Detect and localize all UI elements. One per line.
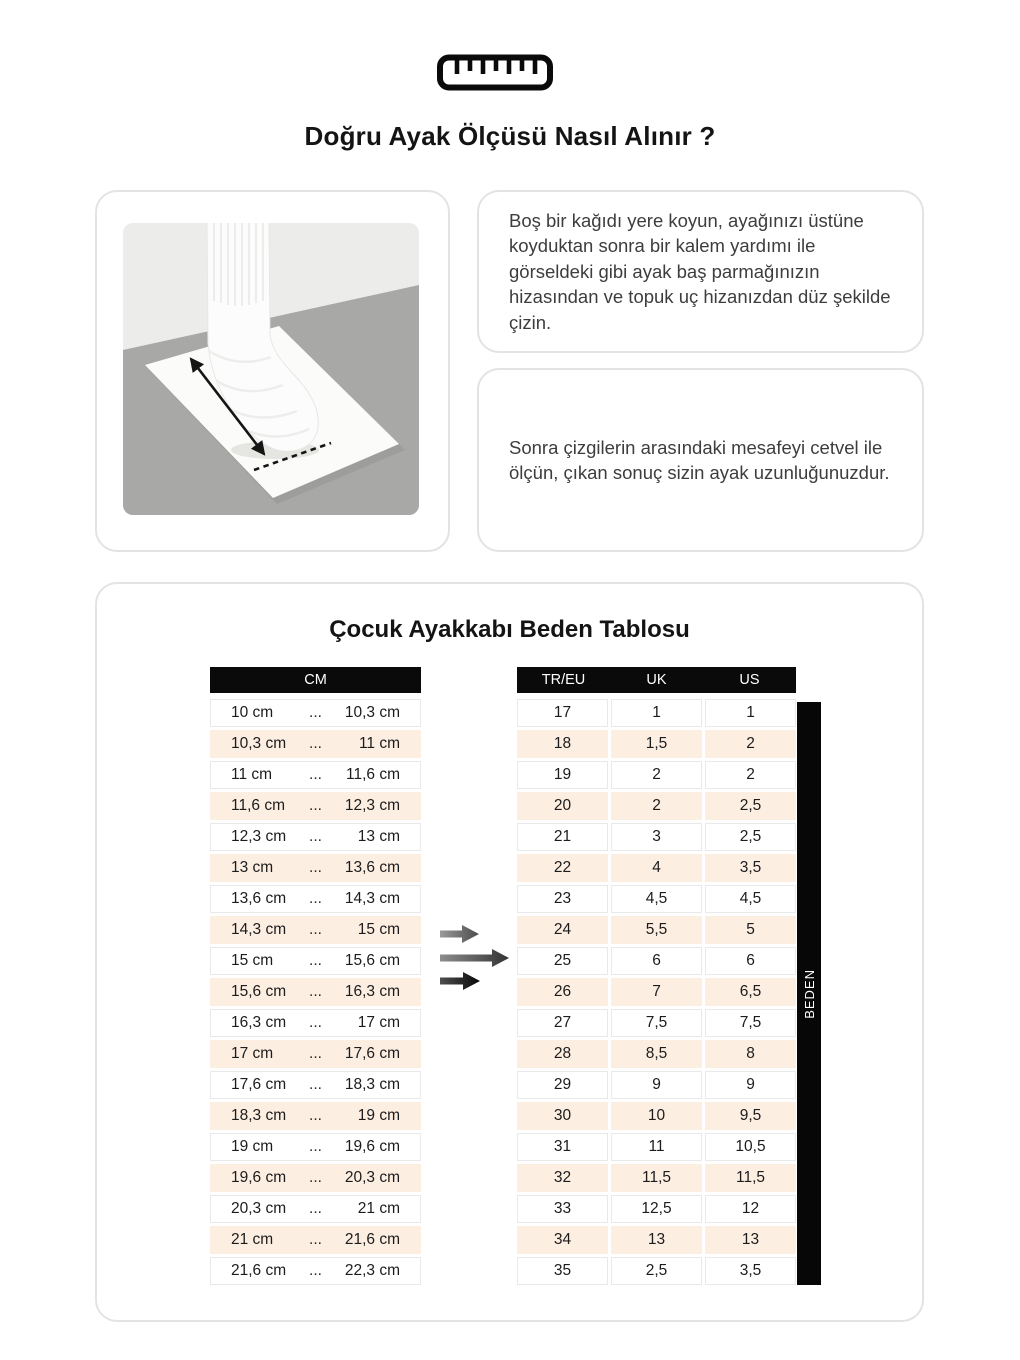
size-table-title: Çocuk Ayakkabı Beden Tablosu bbox=[329, 616, 690, 643]
size-table-row bbox=[517, 1195, 796, 1223]
uk-value: 7,5 bbox=[611, 1009, 702, 1037]
cm-table-row bbox=[210, 1226, 421, 1254]
foot-measure-photo bbox=[123, 223, 419, 515]
us-value: 2,5 bbox=[705, 823, 796, 851]
range-dots: ... bbox=[309, 1231, 322, 1248]
range-dots: ... bbox=[309, 890, 322, 907]
uk-value: 13 bbox=[611, 1226, 702, 1254]
uk-value: 11 bbox=[611, 1133, 702, 1161]
cm-from-value: 20,3 cm bbox=[231, 1200, 287, 1217]
cm-from-value: 21 cm bbox=[231, 1231, 274, 1248]
treu-value: 27 bbox=[517, 1009, 608, 1037]
treu-value: 31 bbox=[517, 1133, 608, 1161]
cm-from-value: 12,3 cm bbox=[231, 828, 287, 845]
treu-value: 34 bbox=[517, 1226, 608, 1254]
uk-value: 11,5 bbox=[611, 1164, 702, 1192]
range-dots: ... bbox=[309, 1169, 322, 1186]
col-header-treu: TR/EU bbox=[541, 672, 586, 688]
beden-label: BEDEN bbox=[801, 968, 817, 1019]
range-dots: ... bbox=[309, 704, 322, 721]
cm-to-value: 16,3 cm bbox=[344, 983, 400, 1000]
cm-table-row bbox=[210, 1071, 421, 1099]
cm-to-value: 12,3 cm bbox=[344, 797, 400, 814]
cm-table-row bbox=[210, 947, 421, 975]
cm-from-value: 15 cm bbox=[231, 952, 274, 969]
us-value: 6,5 bbox=[705, 978, 796, 1006]
cm-table-header: CM bbox=[210, 667, 421, 693]
cm-table-row bbox=[210, 854, 421, 882]
uk-value: 8,5 bbox=[611, 1040, 702, 1068]
us-value: 6 bbox=[705, 947, 796, 975]
cm-from-value: 17 cm bbox=[231, 1045, 274, 1062]
us-value: 9,5 bbox=[705, 1102, 796, 1130]
cm-table-row bbox=[210, 978, 421, 1006]
range-dots: ... bbox=[309, 1200, 322, 1217]
uk-value: 9 bbox=[611, 1071, 702, 1099]
treu-value: 25 bbox=[517, 947, 608, 975]
uk-value: 1 bbox=[611, 699, 702, 727]
treu-value: 20 bbox=[517, 792, 608, 820]
cm-to-value: 15 cm bbox=[357, 921, 400, 938]
uk-value: 1,5 bbox=[611, 730, 702, 758]
range-dots: ... bbox=[309, 797, 322, 814]
cm-table-row bbox=[210, 1102, 421, 1130]
instruction-step-1: Boş bir kağıdı yere koyun, ayağınızı üstüne koyduktan sonra bir kalem yardımı ile görseldeki gibi ayak baş parmağınızın hizasından ve topuk uç hizanızdan düz şekilde çizin. bbox=[509, 209, 891, 333]
us-value: 4,5 bbox=[705, 885, 796, 913]
range-dots: ... bbox=[309, 828, 322, 845]
cm-range-table bbox=[210, 667, 421, 1288]
cm-from-value: 13 cm bbox=[231, 859, 274, 876]
us-value: 3,5 bbox=[705, 854, 796, 882]
cm-table-row bbox=[210, 916, 421, 944]
size-table-row bbox=[517, 916, 796, 944]
range-dots: ... bbox=[309, 735, 322, 752]
cm-from-value: 21,6 cm bbox=[231, 1262, 287, 1279]
uk-value: 2 bbox=[611, 792, 702, 820]
cm-table-row bbox=[210, 730, 421, 758]
us-value: 10,5 bbox=[705, 1133, 796, 1161]
size-table-row bbox=[517, 1071, 796, 1099]
cm-to-value: 11 cm bbox=[358, 735, 400, 752]
size-table-row bbox=[517, 1226, 796, 1254]
cm-table-row bbox=[210, 1133, 421, 1161]
us-value: 8 bbox=[705, 1040, 796, 1068]
cm-to-value: 14,3 cm bbox=[344, 890, 400, 907]
size-table-row bbox=[517, 730, 796, 758]
size-table-row bbox=[517, 885, 796, 913]
cm-table-row bbox=[210, 885, 421, 913]
uk-value: 4,5 bbox=[611, 885, 702, 913]
us-value: 2,5 bbox=[705, 792, 796, 820]
cm-to-value: 17 cm bbox=[357, 1014, 400, 1031]
size-table-header-row bbox=[517, 667, 796, 693]
beden-side-bar bbox=[797, 702, 821, 1285]
cm-table-row bbox=[210, 1195, 421, 1223]
treu-value: 26 bbox=[517, 978, 608, 1006]
us-value: 13 bbox=[705, 1226, 796, 1254]
size-table-row bbox=[517, 1133, 796, 1161]
cm-to-value: 21,6 cm bbox=[344, 1231, 400, 1248]
us-value: 12 bbox=[705, 1195, 796, 1223]
ruler-icon bbox=[437, 54, 553, 91]
col-header-us: US bbox=[739, 672, 760, 688]
cm-table-row bbox=[210, 1164, 421, 1192]
us-value: 2 bbox=[705, 761, 796, 789]
size-table-row bbox=[517, 1040, 796, 1068]
treu-value: 29 bbox=[517, 1071, 608, 1099]
size-table-row bbox=[517, 823, 796, 851]
measure-photo-card bbox=[95, 190, 450, 552]
cm-table-row bbox=[210, 761, 421, 789]
cm-to-value: 10,3 cm bbox=[344, 704, 400, 721]
cm-table-row bbox=[210, 1009, 421, 1037]
uk-value: 12,5 bbox=[611, 1195, 702, 1223]
uk-value: 10 bbox=[611, 1102, 702, 1130]
cm-to-value: 13 cm bbox=[357, 828, 400, 845]
range-dots: ... bbox=[309, 1045, 322, 1062]
size-table-row bbox=[517, 1257, 796, 1285]
cm-from-value: 10 cm bbox=[231, 704, 274, 721]
cm-to-value: 17,6 cm bbox=[344, 1045, 400, 1062]
treu-value: 17 bbox=[517, 699, 608, 727]
cm-from-value: 19 cm bbox=[231, 1138, 274, 1155]
range-dots: ... bbox=[309, 1076, 322, 1093]
size-table-row bbox=[517, 1164, 796, 1192]
us-value: 7,5 bbox=[705, 1009, 796, 1037]
treu-value: 22 bbox=[517, 854, 608, 882]
size-table-row bbox=[517, 978, 796, 1006]
cm-to-value: 21 cm bbox=[357, 1200, 400, 1217]
size-table-row bbox=[517, 854, 796, 882]
arrows-right-icon bbox=[440, 924, 512, 992]
cm-to-value: 20,3 cm bbox=[344, 1169, 400, 1186]
range-dots: ... bbox=[309, 1262, 322, 1279]
us-value: 9 bbox=[705, 1071, 796, 1099]
uk-value: 2,5 bbox=[611, 1257, 702, 1285]
treu-value: 35 bbox=[517, 1257, 608, 1285]
cm-to-value: 13,6 cm bbox=[344, 859, 400, 876]
cm-from-value: 11,6 cm bbox=[231, 797, 285, 814]
cm-table-row bbox=[210, 1040, 421, 1068]
range-dots: ... bbox=[309, 952, 322, 969]
cm-table-row bbox=[210, 699, 421, 727]
cm-table-body bbox=[210, 699, 421, 1285]
col-header-uk: UK bbox=[646, 672, 667, 688]
cm-to-value: 19,6 cm bbox=[344, 1138, 400, 1155]
range-dots: ... bbox=[309, 983, 322, 1000]
cm-from-value: 10,3 cm bbox=[231, 735, 287, 752]
size-table-body bbox=[517, 699, 892, 1285]
cm-to-value: 19 cm bbox=[357, 1107, 400, 1124]
size-table-row bbox=[517, 699, 796, 727]
size-table-row bbox=[517, 792, 796, 820]
cm-to-value: 22,3 cm bbox=[344, 1262, 400, 1279]
us-value: 11,5 bbox=[705, 1164, 796, 1192]
cm-table-row bbox=[210, 1257, 421, 1285]
range-dots: ... bbox=[309, 1138, 322, 1155]
cm-to-value: 11,6 cm bbox=[346, 766, 400, 783]
range-dots: ... bbox=[309, 921, 322, 938]
cm-from-value: 13,6 cm bbox=[231, 890, 287, 907]
treu-value: 28 bbox=[517, 1040, 608, 1068]
treu-value: 19 bbox=[517, 761, 608, 789]
treu-value: 33 bbox=[517, 1195, 608, 1223]
size-table-row bbox=[517, 947, 796, 975]
cm-to-value: 18,3 cm bbox=[344, 1076, 400, 1093]
size-conversion-table bbox=[517, 667, 892, 1288]
treu-value: 21 bbox=[517, 823, 608, 851]
cm-table-row bbox=[210, 823, 421, 851]
cm-from-value: 16,3 cm bbox=[231, 1014, 287, 1031]
size-table-row bbox=[517, 1009, 796, 1037]
uk-value: 3 bbox=[611, 823, 702, 851]
cm-table-row bbox=[210, 792, 421, 820]
treu-value: 18 bbox=[517, 730, 608, 758]
instruction-card-2 bbox=[477, 368, 924, 552]
uk-value: 5,5 bbox=[611, 916, 702, 944]
range-dots: ... bbox=[309, 859, 322, 876]
size-table-row bbox=[517, 1102, 796, 1130]
range-dots: ... bbox=[309, 766, 322, 783]
us-value: 3,5 bbox=[705, 1257, 796, 1285]
treu-value: 30 bbox=[517, 1102, 608, 1130]
cm-from-value: 17,6 cm bbox=[231, 1076, 287, 1093]
treu-value: 23 bbox=[517, 885, 608, 913]
size-table-row bbox=[517, 761, 796, 789]
cm-from-value: 19,6 cm bbox=[231, 1169, 287, 1186]
cm-from-value: 18,3 cm bbox=[231, 1107, 287, 1124]
instruction-card-1 bbox=[477, 190, 924, 353]
page-title: Doğru Ayak Ölçüsü Nasıl Alınır ? bbox=[304, 121, 716, 151]
cm-from-value: 15,6 cm bbox=[231, 983, 287, 1000]
us-value: 1 bbox=[705, 699, 796, 727]
uk-value: 6 bbox=[611, 947, 702, 975]
uk-value: 4 bbox=[611, 854, 702, 882]
us-value: 5 bbox=[705, 916, 796, 944]
us-value: 2 bbox=[705, 730, 796, 758]
treu-value: 32 bbox=[517, 1164, 608, 1192]
cm-to-value: 15,6 cm bbox=[344, 952, 400, 969]
uk-value: 7 bbox=[611, 978, 702, 1006]
cm-from-value: 11 cm bbox=[231, 766, 273, 783]
instruction-step-2: Sonra çizgilerin arasındaki mesafeyi cetvel ile ölçün, çıkan sonuç sizin ayak uzunluğunuzdur. bbox=[509, 436, 890, 483]
treu-value: 24 bbox=[517, 916, 608, 944]
range-dots: ... bbox=[309, 1107, 322, 1124]
size-table-card bbox=[95, 582, 924, 1322]
cm-from-value: 14,3 cm bbox=[231, 921, 287, 938]
range-dots: ... bbox=[309, 1014, 322, 1031]
uk-value: 2 bbox=[611, 761, 702, 789]
